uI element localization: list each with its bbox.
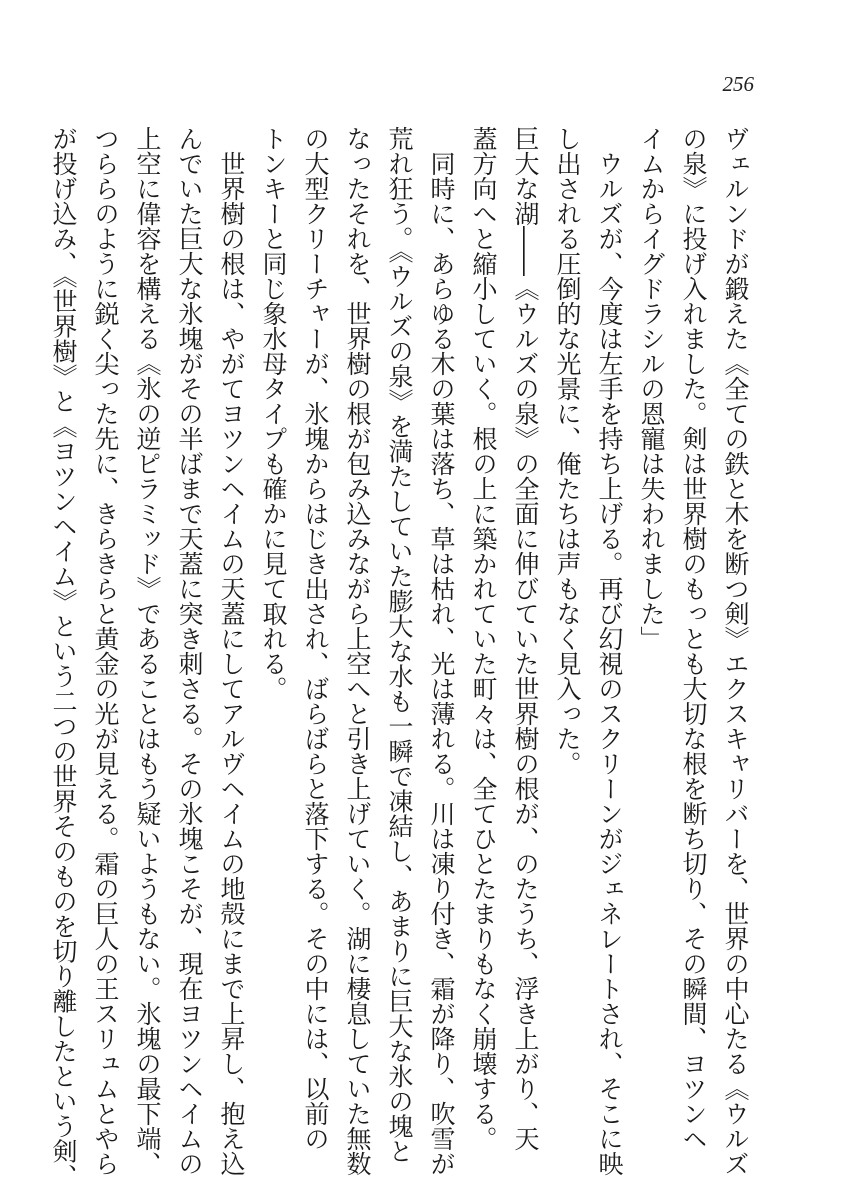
text-line: 上空に偉容を構える《氷の逆ピラミッド》であることはもう疑いようもない。氷塊の最下端、: [133, 126, 162, 1176]
text-line: が投げ込み、《世界樹》と《ヨツンヘイム》という二つの世界そのものを切り離したという剣、: [49, 126, 78, 1189]
text-line: の大型クリーチャーが、氷塊からはじき出され、ばらばらと落下する。その中には、以前の: [301, 126, 330, 1151]
text-line: んでいた巨大な氷塊がその半ばまで天蓋に突き刺さる。その氷塊こそが、現在ヨツンヘイムの: [175, 126, 204, 1176]
text-line: ウルズが、今度は左手を持ち上げる。再び幻視のスクリーンがジェネレートされ、そこに映: [595, 151, 624, 1176]
page-number: 256: [722, 72, 754, 96]
text-line: し出される圧倒的な光景に、俺たちは声もなく見入った。: [553, 126, 582, 776]
text-line: 世界樹の根は、やがてヨツンヘイムの天蓋にしてアルヴヘイムの地殻にまで上昇し、抱え込: [217, 151, 246, 1176]
text-line: なったそれを、世界樹の根が包み込みながら上空へと引き上げていく。湖に棲息していた無数: [343, 126, 372, 1176]
text-line: 荒れ狂う。《ウルズの泉》を満たしていた膨大な水も一瞬で凍結し、あまりに巨大な氷の塊と: [385, 126, 414, 1164]
text-line: ヴェルンドが鍛えた《全ての鉄と木を断つ剣》エクスキャリバーを、世界の中心たる《ウルズ: [721, 126, 750, 1176]
text-line: つららのように鋭く尖った先に、きらきらと黄金の光が見える。霜の巨人の王スリュムとやら: [91, 126, 120, 1176]
text-line: の泉》に投げ入れました。剣は世界樹のもっとも大切な根を断ち切り、その瞬間、ヨツンヘ: [679, 126, 708, 1151]
text-line: 同時に、あらゆる木の葉は落ち、草は枯れ、光は薄れる。川は凍り付き、霜が降り、吹雪が: [427, 151, 456, 1176]
text-line: トンキーと同じ象水母タイプも確かに見て取れる。: [259, 126, 288, 701]
body-text: [49, 126, 756, 1189]
text-line: 巨大な湖――《ウルズの泉》の全面に伸びていた世界樹の根が、のたうち、浮き上がり、天: [511, 126, 540, 1151]
text-line: イムからイグドラシルの恩寵は失われました」: [637, 126, 666, 651]
text-line: 蓋方向へと縮小していく。根の上に築かれていた町々は、全てひとたまりもなく崩壊する。: [469, 126, 498, 1151]
